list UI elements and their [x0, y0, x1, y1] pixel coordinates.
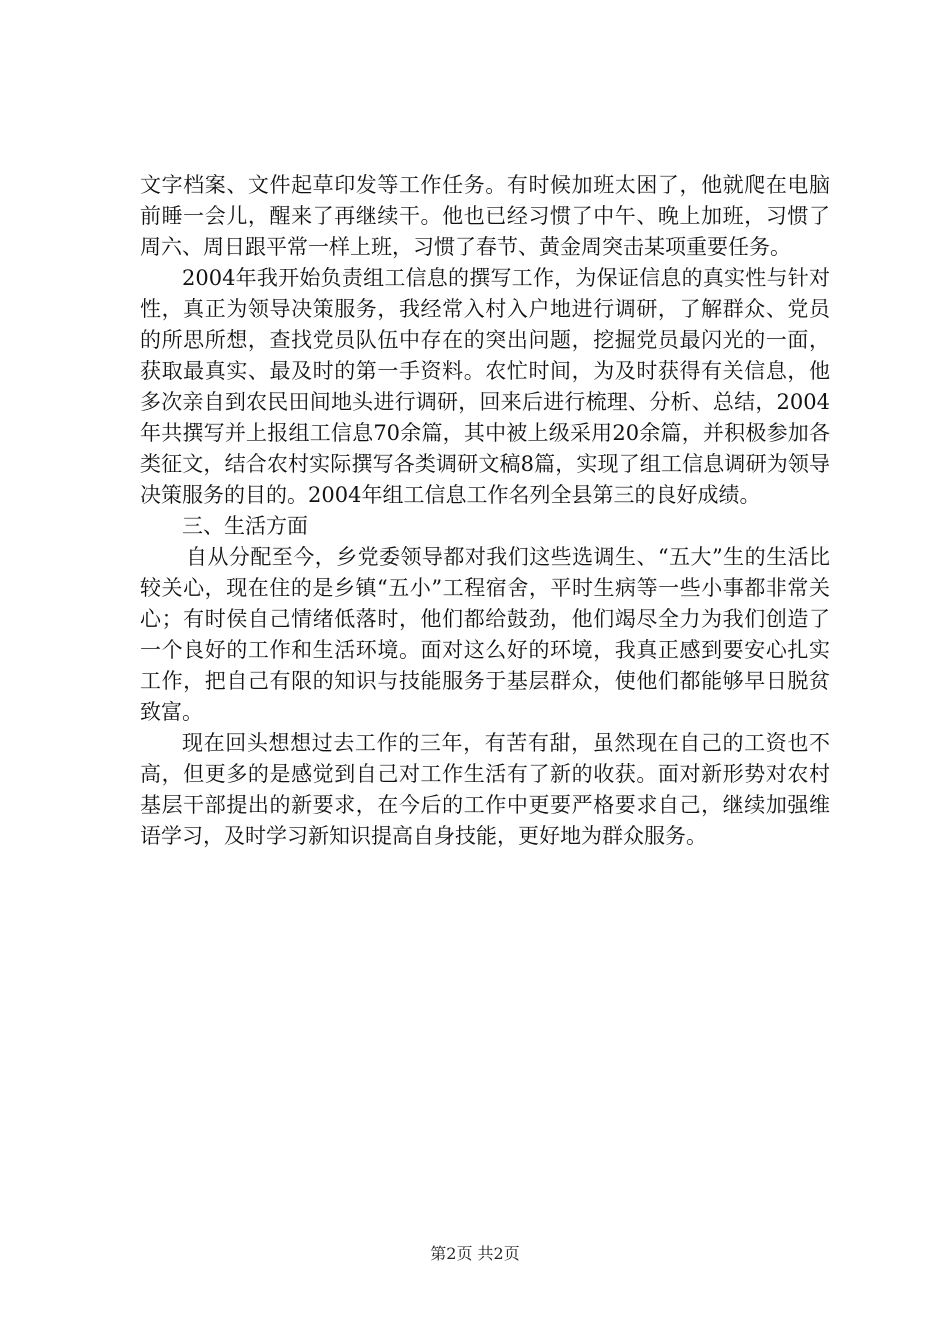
section-heading-life: 三、生活方面 [182, 514, 308, 538]
page-footer: 第2页 共2页 [430, 1244, 520, 1263]
document-body [140, 170, 830, 852]
paragraph-info-writing: 2004年我开始负责组工信息的撰写工作，为保证信息的真实性与针对性，真正为领导决策服务，我经常入村入户地进行调研，了解群众、党员的所思所想，查找党员队伍中存在的突出问题，挖掘党员最闪光的一面，获取最真实、最及时的第一手资料。农忙时间，为及时获得有关信息，他多次亲自到农民田间地头进行调研，回来后进行梳理、分析、总结，2004年共撰写并上报组工信息70余篇，其中被上级采用20余篇，并积极参加各类征文，结合农村实际撰写各类调研文稿8篇，实现了组工信息调研为领导决策服务的目的。2004年组工信息工作名列全县第三的良好成绩。 [140, 266, 830, 507]
paragraph-life: 自从分配至今，乡党委领导都对我们这些选调生、“五大”生的生活比较关心，现在住的是乡镇“五小”工程宿舍，平时生病等一些小事都非常关心；有时侯自己情绪低落时，他们都给鼓劲，他们竭尽全力为我们创造了一个良好的工作和生活环境。面对这么好的环境，我真正感到要安心扎实工作，把自己有限的知识与技能服务于基层群众，使他们都能够早日脱贫致富。 [140, 545, 830, 724]
paragraph-continued: 文字档案、文件起草印发等工作任务。有时候加班太困了，他就爬在电脑前睡一会儿，醒来了再继续干。他也已经习惯了中午、晚上加班，习惯了周六、周日跟平常一样上班，习惯了春节、黄金周突击某项重要任务。 [140, 173, 830, 259]
paragraph-conclusion: 现在回头想想过去工作的三年，有苦有甜，虽然现在自己的工资也不高，但更多的是感觉到自己对工作生活有了新的收获。面对新形势对农村基层干部提出的新要求，在今后的工作中更要严格要求自己，继续加强维语学习，及时学习新知识提高自身技能，更好地为群众服务。 [140, 731, 830, 848]
